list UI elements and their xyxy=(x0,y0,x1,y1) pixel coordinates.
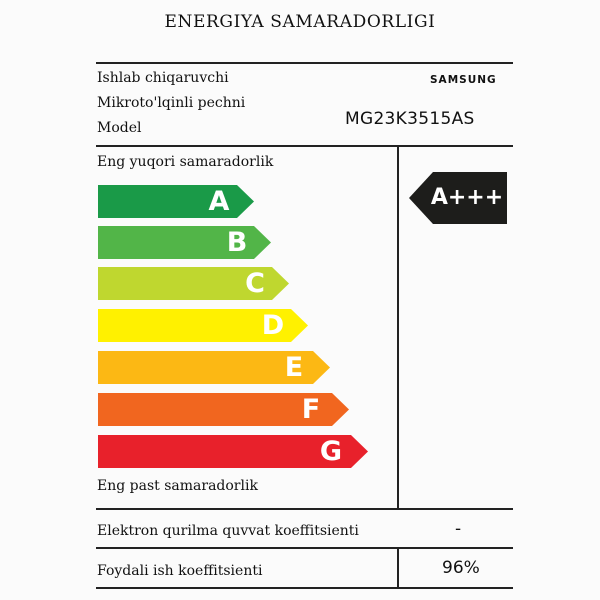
divider-metrics-middle xyxy=(96,547,513,549)
divider-info-bottom xyxy=(96,145,513,147)
energy-bar-d-letter: D xyxy=(261,310,285,341)
energy-bar-a-letter: A xyxy=(208,186,230,217)
energy-bar-g-letter: G xyxy=(319,436,343,467)
energy-bar-c xyxy=(98,267,289,300)
divider-top xyxy=(96,62,513,64)
metric-power-factor-value: - xyxy=(455,519,462,539)
energy-bar-c-letter: C xyxy=(245,268,265,299)
energy-bar-e xyxy=(98,351,330,384)
manufacturer-label: Ishlab chiqaruvchi xyxy=(97,70,229,86)
divider-scale-bottom xyxy=(96,508,513,510)
model-value: MG23K3515AS xyxy=(345,109,475,129)
energy-bar-d xyxy=(98,309,308,342)
label-title: ENERGIYA SAMARADORLIGI xyxy=(164,12,436,32)
metric-efficiency-value: 96% xyxy=(442,558,480,578)
divider-metrics-vertical xyxy=(397,547,399,587)
divider-bottom xyxy=(96,587,513,589)
energy-bar-f-letter: F xyxy=(301,394,321,425)
model-label: Model xyxy=(97,120,142,136)
product-label: Mikroto'lqinli pechni xyxy=(97,95,246,111)
metric-efficiency-label: Foydali ish koeffitsienti xyxy=(97,563,263,579)
energy-bar-e-letter: E xyxy=(284,352,304,383)
rating-value: A+++ xyxy=(430,185,504,210)
energy-bar-a xyxy=(98,185,254,218)
energy-bar-f xyxy=(98,393,349,426)
energy-bar-g xyxy=(98,435,368,468)
energy-bar-b xyxy=(98,226,271,259)
scale-bottom-label: Eng past samaradorlik xyxy=(97,478,258,494)
energy-bar-b-letter: B xyxy=(226,227,248,258)
manufacturer-value: SAMSUNG xyxy=(430,74,497,86)
metric-power-factor-label: Elektron qurilma quvvat koeffitsienti xyxy=(97,523,359,539)
divider-vertical xyxy=(397,145,399,509)
rating-indicator xyxy=(409,172,507,224)
scale-top-label: Eng yuqori samaradorlik xyxy=(97,154,274,170)
